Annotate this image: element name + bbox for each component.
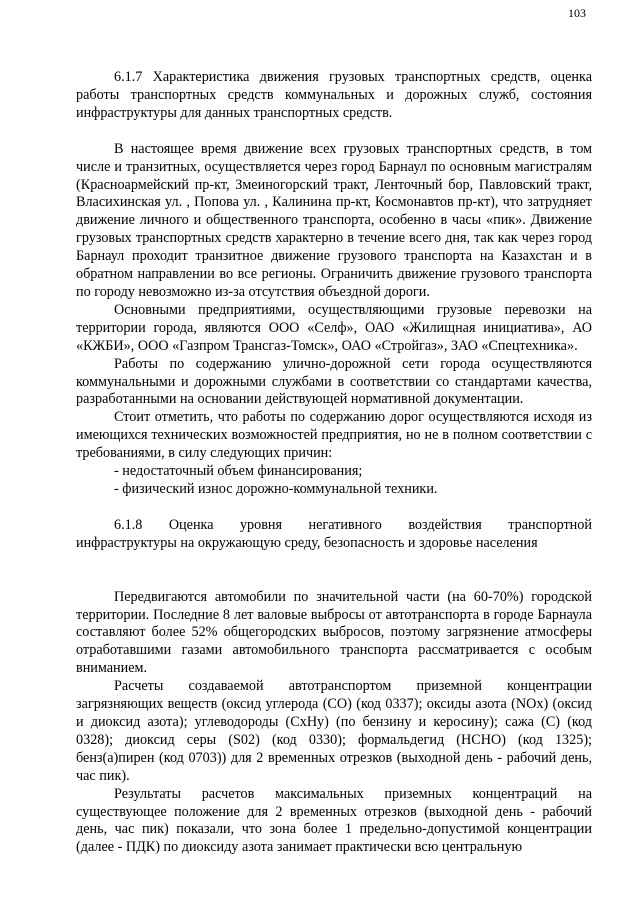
section-618-paragraph-1: Передвигаются автомобили по значительной части (на 60-70%) городской территории. Последние 8 лет валовые выбросы от автотранспорта в городе Барнаула составляют более 52% общегородских выбросов, поэтому загрязнение атмосферы отработавшими газами автомобильного транспорта рассматривается с особым вниманием.	[76, 588, 592, 677]
section-617-paragraph-1: В настоящее время движение всех грузовых транспортных средств, в том числе и транзитных, осуществляется через город Барнаул по основным магистралям (Красноармейский пр-кт, Змеиногорский тракт, Ленточный бор, Павловский тракт, Власихинская ул. , Попова ул. , Калинина пр-кт, Космонавтов пр-кт), что затрудняет движение личного и общественного транспорта, особенно в часы «пик». Движение грузовых транспортных средств характерно в течение всего дня, так как через город Барнаул проходит транзитное движение грузового транспорта на Казахстан и в обратном направлении во все регионы. Ограничить движение грузового транспорта по городу невозможно из-за отсутствия объездной дороги.	[76, 140, 592, 300]
section-618-heading-line-2: инфраструктуры на окружающую среду, безопасность и здоровье населения	[76, 534, 538, 551]
document-body	[76, 69, 592, 857]
section-618-word: транспортной	[508, 516, 592, 533]
section-617-heading: 6.1.7 Характеристика движения грузовых транспортных средств, оценка работы транспортных средств коммунальных и дорожных служб, состояния инфраструктуры для данных транспортных средств.	[76, 69, 592, 121]
list-item-equipment-wear: - физический износ дорожно-коммунальной техники.	[114, 480, 438, 497]
section-618-word: уровня	[239, 516, 283, 533]
list-item-funding: - недостаточный объем финансирования;	[114, 463, 363, 480]
section-618-word: воздействия	[408, 516, 482, 533]
section-618-paragraph-3: Результаты расчетов максимальных приземных концентраций на существующее положение для 2 временных отрезков (выходной день - рабочий день, час пик) показали, что зона более 1 предельно-допустимой концентрации (далее - ПДК) по диоксиду азота занимает практически всю центральную	[76, 785, 592, 856]
section-618-paragraph-2: Расчеты создаваемой автотранспортом приземной концентрации загрязняющих веществ (оксид углерода (CO) (код 0337); оксиды азота (NOx) (оксид и диоксид азота); углеводороды (CxHy) (по бензину и керосину); сажа (C) (код 0328); диоксид серы (S02) (код 0330); формальдегид (HCHO) (код 1325); бенз(а)пирен (код 0703)) для 2 временных отрезков (выходной день - рабочий день, час пик).	[76, 678, 592, 784]
page-number: 103	[568, 6, 586, 20]
section-618-word: негативного	[308, 516, 382, 533]
section-617-paragraph-2: Основными предприятиями, осуществляющими грузовые перевозки на территории города, являются ООО «Селф», ОАО «Жилищная инициатива», АО «КЖБИ», ООО «Газпром Трансгаз-Томск», ОАО «Стройгаз», ЗАО «Спецтехника».	[76, 301, 592, 354]
section-618-number: 6.1.8	[114, 516, 143, 533]
section-617-paragraph-3: Работы по содержанию улично-дорожной сети города осуществляются коммунальными и дорожными службами в соответствии со стандартами качества, разработанными на основании действующей нормативной документации.	[76, 355, 592, 408]
section-618-heading-line-1	[76, 517, 592, 535]
section-618-word: Оценка	[168, 516, 214, 533]
section-617-paragraph-4: Стоит отметить, что работы по содержанию дорог осуществляются исходя из имеющихся технических возможностей предприятия, но не в полном соответствии с требованиями, в силу следующих причин:	[76, 409, 592, 462]
